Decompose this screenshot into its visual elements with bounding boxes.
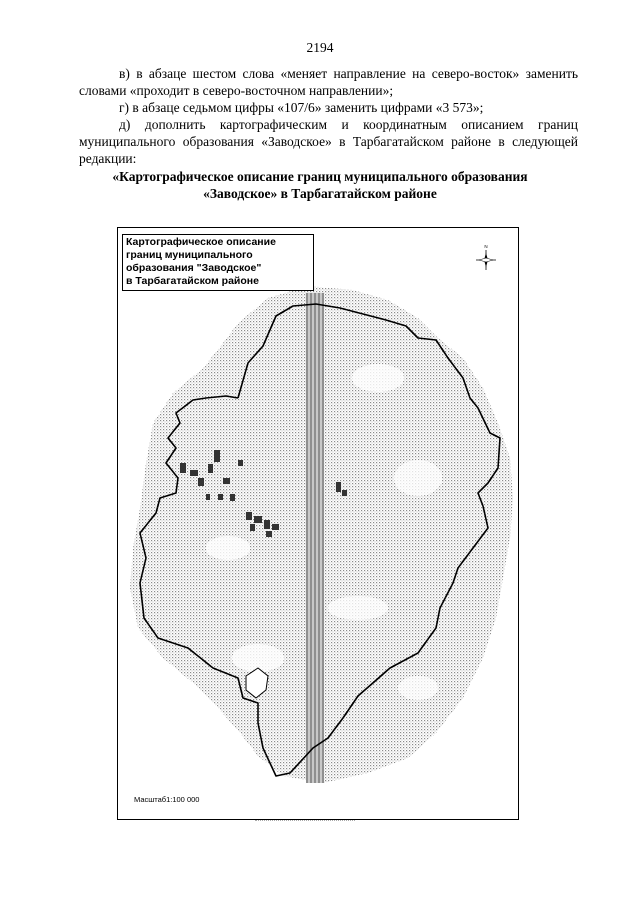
heading-line-1: «Картографическое описание границ муниципального образования bbox=[112, 169, 528, 184]
map-title-line-3: образования "Заводское" bbox=[126, 262, 262, 274]
heading-line-2: «Заводское» в Тарбагатайском районе bbox=[203, 186, 437, 201]
compass-north-label: N bbox=[484, 244, 488, 249]
map-title-line-4: в Тарбагатайском районе bbox=[126, 275, 259, 287]
paragraph-d: д) дополнить картографическим и координатным описанием границ муниципального образования «Заводское» в Тарбагатайском районе в следующей редакции: bbox=[79, 117, 578, 166]
bottom-divider bbox=[255, 820, 355, 821]
road-band bbox=[306, 293, 324, 783]
map-scale: Масштаб1:100 000 bbox=[134, 795, 200, 804]
paragraph-g: г) в абзаце седьмом цифры «107/6» заменить цифрами «3 573»; bbox=[119, 100, 484, 115]
map-graphic bbox=[118, 228, 519, 820]
compass-icon bbox=[476, 244, 496, 270]
paragraph-v: в) в абзаце шестом слова «меняет направление на северо-восток» заменить словами «проходит в северо-восточном направлении»; bbox=[79, 66, 578, 98]
map-title-line-2: границ муниципального bbox=[126, 249, 253, 261]
page-number: 2194 bbox=[306, 40, 334, 55]
boundary-map bbox=[117, 227, 519, 820]
map-title bbox=[122, 234, 314, 291]
map-title-line-1: Картографическое описание bbox=[126, 236, 276, 248]
